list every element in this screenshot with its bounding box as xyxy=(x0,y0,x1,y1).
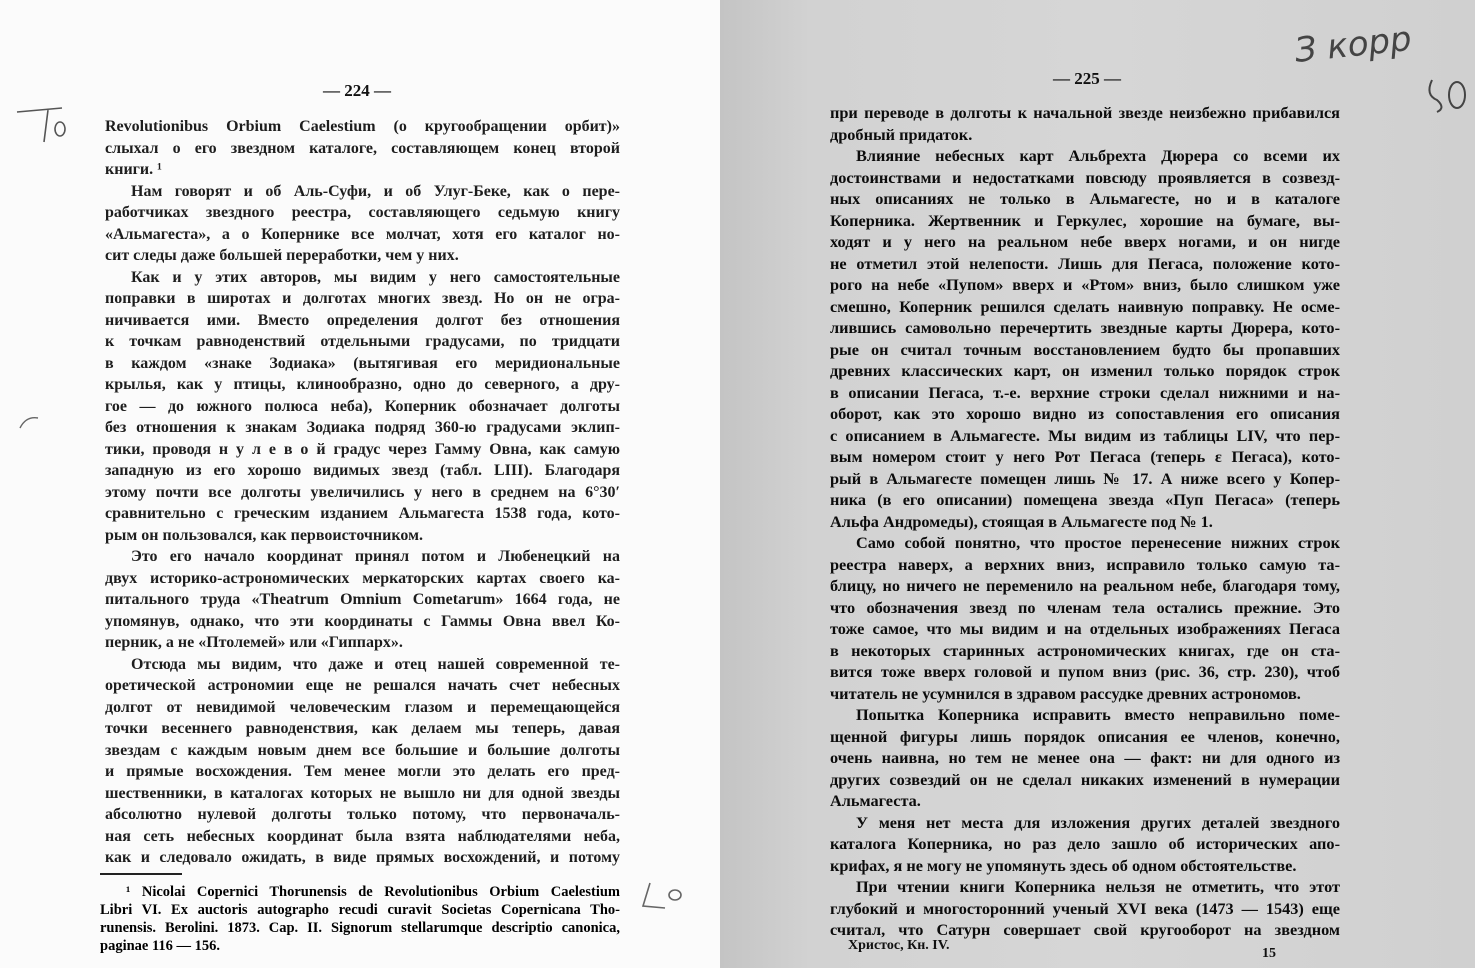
text-line: сит следы даже большей переработки, чем у них. xyxy=(105,247,459,264)
text-line: смешно, Коперник решился сделать наивную поправку. Не осме- xyxy=(830,296,1340,316)
page-number-224: — 224 — xyxy=(323,81,391,100)
text-line: шественники, в каталогах которых не вышло ни для одной звезды xyxy=(105,784,620,802)
text-line: двух историко-астрономических меркаторских картах своего ка- xyxy=(105,569,620,587)
text-line: читатель не усумнился в здравом рассудке древних астрономов. xyxy=(830,683,1301,703)
text-line: Нам говорят и об Аль-Суфи, и об Улуг-Беке, как о пере- xyxy=(131,182,620,200)
text-line: упомянув, однако, что эти координаты с Гаммы Овна ввел Ко- xyxy=(105,612,620,630)
text-line: с описанием в Альмагесте. Мы видим из таблицы LIV, что пер- xyxy=(830,425,1340,445)
text-line: достоинствами и недостатками повсюду проявляется в созвезд- xyxy=(830,167,1340,187)
text-line: Это его начало координат принял потом и Любенецкий на xyxy=(131,548,620,565)
text-line: питального труда «Theatrum Omnium Cometarum» 1664 года, не xyxy=(105,591,620,608)
footnote-line: ¹ Nicolai Copernici Thorunensis de Revolutionibus Orbium Caelestium xyxy=(126,884,620,900)
text-line: дробный придаток. xyxy=(830,124,973,144)
text-line: У меня нет места для изложения других деталей звездного xyxy=(856,812,1340,832)
text-line: древних классических карт, он изменил только порядок строк xyxy=(830,361,1340,380)
text-line: оретической астрономии еще не решался начать счет небесных xyxy=(105,677,620,694)
text-line: без отношения к знакам Зодиака подряд 360-ю градусами эклип- xyxy=(105,419,620,436)
text-line: считал, что Сатурн совершает свой кругооборот на звездном xyxy=(830,920,1340,939)
text-line: крифах, я не могу не упомянуть здесь об одном обстоятельстве. xyxy=(830,855,1297,875)
text-line: рые он считал точным восстановлением будто бы пропавших xyxy=(830,339,1340,359)
text-line: вится тоже вверх головой и пупом вниз (рис. 36, стр. 230), чтоб xyxy=(830,662,1340,681)
text-line: ных описаниях не только в Альмагесте, но и в каталоге xyxy=(830,189,1340,208)
text-line: вым номером стоит у него Рот Пегаса (теперь ε Пегаса), кото- xyxy=(830,447,1340,466)
text-line: поправки в широтах и долготах многих звезд. Но он не огра- xyxy=(105,290,620,307)
text-line: этому почти все долготы увеличились у него в среднем на 6°30′ xyxy=(105,483,620,501)
text-line: Revolutionibus Orbium Caelestium (о кругообращении орбит)» xyxy=(105,118,620,135)
text-line: оборот, как это хорошо видно из сопоставления его описания xyxy=(830,404,1340,423)
text-line: и прямые восхождения. Тем менее могли это делать его пред- xyxy=(105,763,620,780)
text-line: Альфа Андромеды), стоящая в Альмагесте под № 1. xyxy=(830,511,1213,531)
footer-signature: Христос, Кн. IV. xyxy=(848,938,950,953)
text-line: рым он пользовался, как первоисточником. xyxy=(105,526,423,544)
left-page-body xyxy=(105,116,620,869)
text-line: звездам с каждым новым днем все большие и большие долготы xyxy=(105,741,620,759)
text-line: При чтении книги Коперника нельзя не отметить, что этот xyxy=(856,877,1340,896)
footnote xyxy=(100,883,620,955)
footnote-rule xyxy=(100,873,182,875)
page-number-225: — 225 — xyxy=(1053,69,1121,88)
text-line: долгот от невидимой человеческим глазом и перемещающейся xyxy=(105,698,620,716)
text-line: Альмагеста. xyxy=(830,791,921,810)
text-line: работчиках звездного реестра, составляющего седьмую книгу xyxy=(105,204,620,221)
text-line: «Альмагеста», а о Копернике все молчат, хотя его каталог но- xyxy=(105,225,620,243)
footnote-line: runensis. Berolini. 1873. Cap. II. Signorum stellarumque descriptio canonica, xyxy=(100,920,620,936)
text-line: что обозначения звезд по членам тела остались прежние. Это xyxy=(830,597,1340,617)
text-line: Коперника. Жертвенник и Геркулес, хорошие на бумаге, вы- xyxy=(830,210,1340,230)
text-line: в описании Пегаса, т.-е. верхние строки сделал нижними и на- xyxy=(830,382,1340,402)
text-line: ходят и у него на реальном небе вверх ногами, и он нигде xyxy=(830,232,1340,251)
text-line: каталога Коперника, но раз дело зашло об исторических апо- xyxy=(830,834,1340,853)
text-line: к точкам равноденствий отдельными градусами, по тридцати xyxy=(105,333,620,350)
handwriting-top-right-line1: З корр xyxy=(1292,18,1414,71)
footer-sheet-number: 15 xyxy=(1262,946,1276,961)
text-line: абсолютно нулевой долготы только потому, что первоначаль- xyxy=(105,806,620,823)
text-line: глубокий и многосторонний ученый XVI века (1473 — 1543) еще xyxy=(830,898,1340,918)
text-line: Влияние небесных карт Альбрехта Дюрера со всеми их xyxy=(856,146,1340,165)
text-line: гое — до южного полюса неба), Коперник обозначает долготы xyxy=(105,397,620,415)
text-line: в каждом «знаке Зодиака» (вытягивая его меридиональные xyxy=(105,354,620,372)
text-line: рого на небе «Пупом» вверх и «Ртом» вниз, было слишком уже xyxy=(830,275,1340,294)
text-line: слыхал о его звездном каталоге, составляющем конец второй xyxy=(105,139,620,157)
text-line: Само собой понятно, что простое перенесение нижних строк xyxy=(856,533,1340,552)
text-line: в некоторых старинных астрономических книгах, где он ста- xyxy=(830,640,1340,660)
text-line: при переводе в долготы к начальной звезде неизбежно прибавился xyxy=(830,103,1340,122)
text-line: точки весеннего равноденствия, как делаем мы теперь, давая xyxy=(105,720,620,737)
text-line: крылья, как у птицы, клинообразно, одно до северного, а дру- xyxy=(105,376,620,393)
text-line: реестра наверх, а верхних вниз, исправило только самую та- xyxy=(830,554,1340,574)
text-line: западную из его хорошо видимых звезд (табл. LIII). Благодаря xyxy=(105,462,620,479)
text-line: ника (в его описании) помещена звезда «Пуп Пегаса» (теперь xyxy=(830,490,1340,509)
right-page-body xyxy=(830,102,1340,941)
text-line: ничивается ими. Вместо определения долгот без отношения xyxy=(105,311,620,329)
text-line: рый в Альмагесте помещен лишь № 17. А ниже всего у Копер- xyxy=(830,468,1340,488)
text-line: перник, а не «Птолемей» или «Гиппарх». xyxy=(105,634,403,651)
text-line: Попытка Коперника исправить вместо неправильно поме- xyxy=(856,705,1340,724)
text-line: лившись самовольно перечертить звездные карты Дюрера, кото- xyxy=(830,318,1340,337)
text-line: не отметил этой нелепости. Лишь для Пегаса, положение кото- xyxy=(830,253,1340,273)
text-line: Отсюда мы видим, что даже и отец нашей современной те- xyxy=(131,655,620,673)
text-line: тики, проводя н у л е в о й градус через Гамму Овна, как самую xyxy=(105,440,620,458)
footnote-line: Libri VI. Ex auctoris autographo recudi curavit Societas Copernicana Tho- xyxy=(100,902,620,918)
text-line: книги. ¹ xyxy=(105,161,162,178)
text-line: очень наивна, но тем не менее она — факт: ни для одного из xyxy=(830,748,1340,767)
text-line: Как и у этих авторов, мы видим у него самостоятельные xyxy=(131,268,620,286)
text-line: других созвездий он не сделал никаких изменений в нумерации xyxy=(830,769,1340,789)
left-page xyxy=(0,0,720,968)
text-line: ная сеть небесных координат была взята наблюдателями неба, xyxy=(105,827,620,845)
footnote-line: paginae 116 — 156. xyxy=(100,938,221,954)
text-line: как и следовало ожидать, в виде прямых восхождений, и потому xyxy=(105,849,620,866)
text-line: сравнительно с греческим изданием Альмагеста 1538 года, кото- xyxy=(105,505,620,522)
text-line: тоже самое, что мы видим и на отдельных изображениях Пегаса xyxy=(830,619,1340,638)
text-line: блицу, но ничего не переменило на реальном небе, благодаря тому, xyxy=(830,576,1340,595)
text-line: щенной фигуры лишь порядок описания ее членов, конечно, xyxy=(830,726,1340,746)
